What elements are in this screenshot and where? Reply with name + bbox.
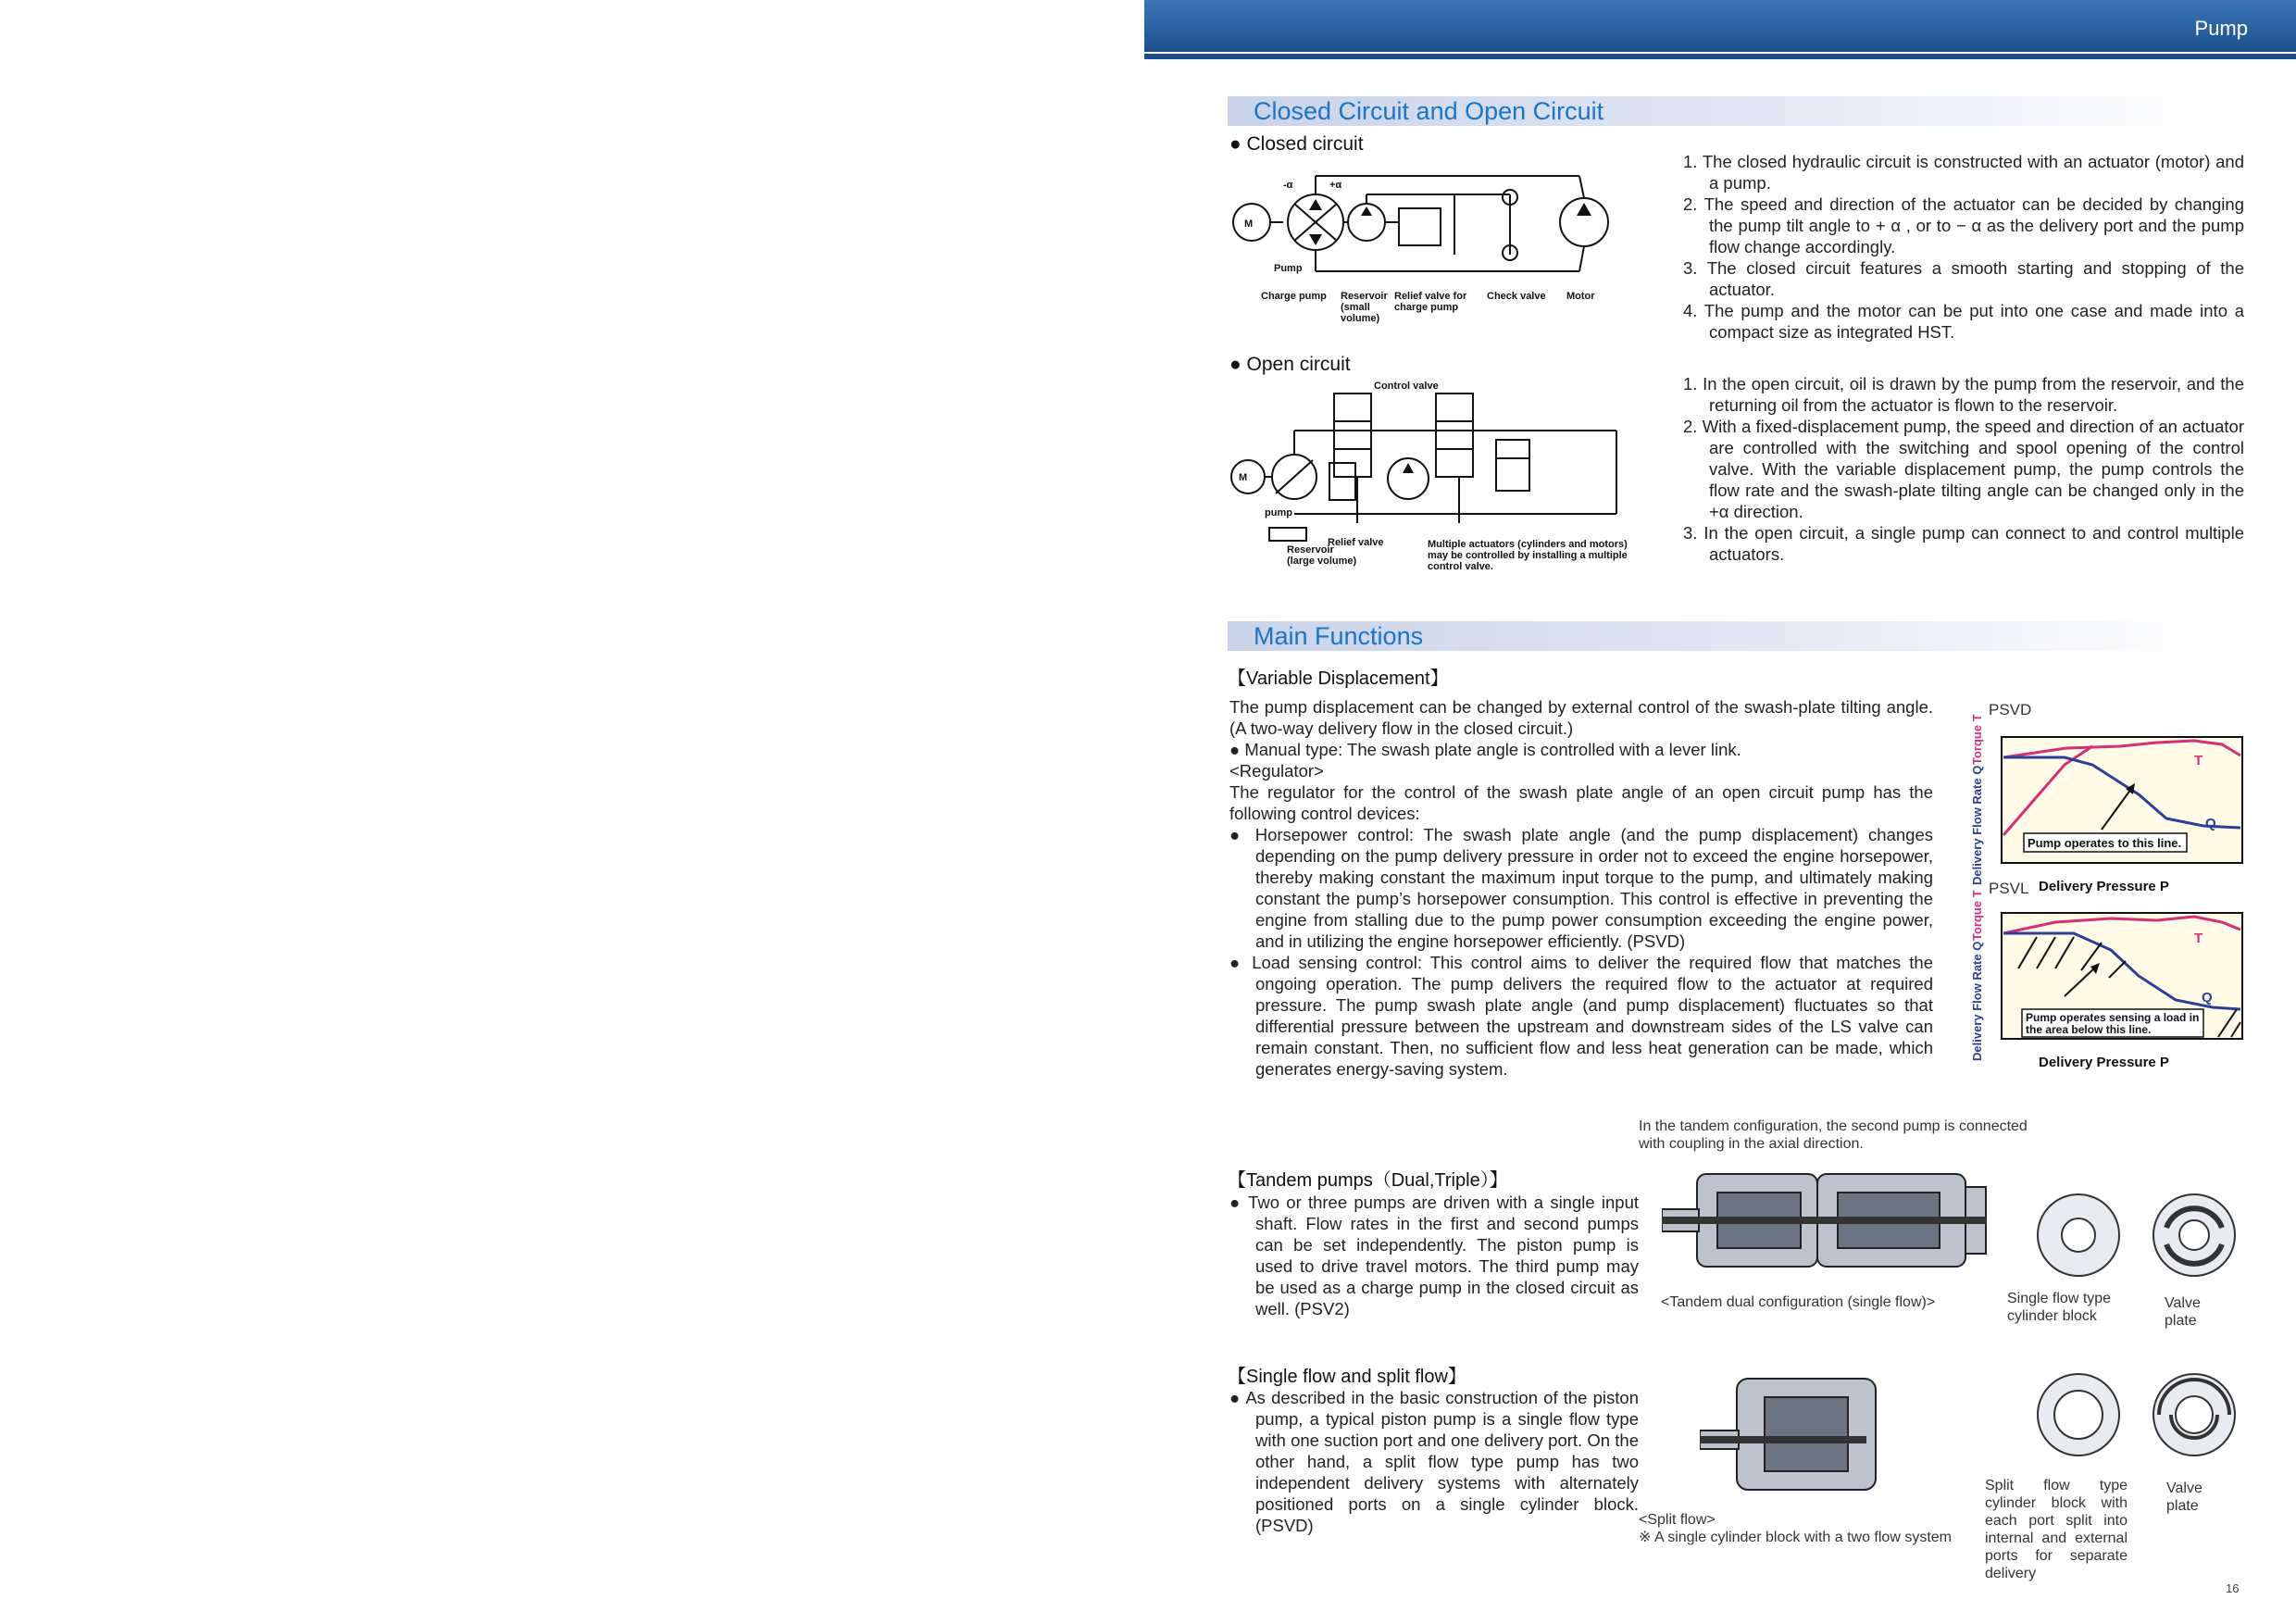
closed-circuit-heading: ● Closed circuit [1229,133,1364,155]
tandem-caption: <Tandem dual configuration (single flow)> [1661,1294,1936,1310]
chart2-note: Pump operates sensing a load in the area below this line. [2026,1011,2200,1036]
tandem-note: In the tandem configuration, the second pump is connected with coupling in the axial direction. [1639,1118,2028,1152]
variable-p5: ● Horsepower control: The swash plate angle (and the pump displacement) changes depending on the pump delivery pressure in order not to exceed the engine horsepower, thereby making constant the maximum input torque to the pump, and ultimately making constant the pump’s horsepower consumption. This control is effective in preventing the engine from stalling due to the pump power consumption exceeding the engine power, and in utilizing the engine horsepower efficiently. (PSVD) [1229,825,1933,951]
chart1-note: Pump operates to this line. [2028,836,2182,850]
neg-alpha-label: -α [1283,180,1293,191]
variable-p3: <Regulator> [1229,761,1324,781]
open-relief-label: Relief valve [1328,537,1384,548]
single-valve-caption: Valve plate [2165,1295,2201,1329]
split-caption1: <Split flow> [1639,1512,1716,1528]
chart2-t-label: T [2194,931,2203,946]
variable-heading: 【Variable Displacement】 [1228,668,1449,689]
chart1-ylabel-q: Delivery Flow Rate Q [1970,765,1984,885]
multiple-actuators-label: Multiple actuators (cylinders and motors) may be controlled by installing a multiple control valve. [1428,539,1628,572]
split-flow-pump-illustration [1700,1375,1903,1495]
section-band-circuits [1228,96,2209,126]
closed-point-4: 4. The pump and the motor can be put into one case and made into a compact size as integrated HST. [1683,301,2244,342]
relief-charge-label: Relief valve for charge pump [1394,291,1467,313]
pos-alpha-label: +α [1329,180,1342,191]
variable-p4: The regulator for the control of the swash plate angle of an open circuit pump has the following control devices: [1229,782,1933,823]
single-cyl-caption: Single flow type cylinder block [2007,1291,2112,1324]
variable-p6: ● Load sensing control: This control aims to deliver the required flow that matches the ongoing operation. The pump delivers the required flow to the actuator at required pressure. The pump swash plate angle (and pump displacement) fluctuates so that differential pressure between the upstream and downstream sides of the LS valve can remain constant. Then, no sufficient flow and less heat generation can be made, which generates energy-saving system. [1229,953,1933,1079]
split-valve-caption: Valve plate [2166,1480,2202,1514]
open-circuit-diagram [1228,375,1653,579]
split-body: ● As described in the basic construction of the piston pump, a typical piston pump is a single flow type with one suction port and one delivery port. On the other hand, a split flow type pump has two independent delivery systems with alternately positioned ports on a single cylinder block. (PSVD) [1229,1388,1639,1535]
variable-p2: ● Manual type: The swash plate angle is controlled with a lever link. [1229,740,1741,759]
closed-m-label: M [1244,219,1254,230]
closed-circuit-diagram [1228,171,1653,331]
open-circuit-heading: ● Open circuit [1229,354,1351,375]
header-rule [1144,54,2296,59]
open-circuit-points [1683,373,2244,565]
variable-body [1229,696,1933,1080]
page-number: 16 [2226,1581,2240,1595]
split-flow-parts [2032,1370,2273,1463]
regulator-charts [1963,700,2250,1070]
chart1-t-label: T [2194,753,2203,768]
closed-circuit-points [1683,151,2244,343]
tandem-body: ● Two or three pumps are driven with a single input shaft. Flow rates in the first and second pumps can be set independently. The piston pump is used to drive travel motors. The third pump may be used as a charge pump in the closed circuit as well. (PSV2) [1229,1193,1639,1318]
split-heading: 【Single flow and split flow】 [1228,1367,1466,1387]
open-point-3: 3. In the open circuit, a single pump can connect to and control multiple actuators. [1683,523,2244,564]
closed-point-1: 1. The closed hydraulic circuit is constructed with an actuator (motor) and a pump. [1683,152,2244,193]
charge-pump-label: Charge pump [1261,291,1327,302]
check-valve-label: Check valve [1487,291,1546,302]
closed-pump-label: Pump [1274,263,1303,274]
chart1-q-label: Q [2205,816,2216,831]
chart2-q-label: Q [2202,990,2213,1006]
header-bar [1144,0,2296,52]
motor-label: Motor [1566,291,1595,302]
chart1-model: PSVD [1989,701,2032,718]
chart2-model: PSVL [1989,880,2029,897]
open-point-2: 2. With a fixed-displacement pump, the speed and direction of an actuator are controlled with the switching and spool opening of the control valve. With the variable displacement pump, the pump controls the flow rate and the swash-plate tilting angle can be changed only in the +α direction. [1683,417,2244,521]
closed-point-3: 3. The closed circuit features a smooth starting and stopping of the actuator. [1683,258,2244,299]
header-title: Pump [2194,17,2248,40]
closed-point-2: 2. The speed and direction of the actuator can be decided by changing the pump tilt angle to + α , or to − α as the delivery port and the pump flow change accordingly. [1683,194,2244,256]
open-m-label: M [1239,472,1248,483]
chart2-ylabel-q: Delivery Flow Rate Q [1970,941,1984,1061]
chart2-ylabel-t: Torque T [1970,890,1984,941]
chart1-ylabel-t: Torque T [1970,714,1984,765]
open-pump-label: pump [1265,507,1292,518]
reservoir-small-label: Reservoir (small volume) [1341,291,1388,324]
tandem-pump-illustration [1662,1156,2004,1285]
control-valve-label: Control valve [1374,381,1439,392]
open-point-1: 1. In the open circuit, oil is drawn by the pump from the reservoir, and the returning oil from the actuator is flown to the reservoir. [1683,374,2244,415]
section-title-circuits: Closed Circuit and Open Circuit [1254,97,1604,125]
tandem-heading: 【Tandem pumps（Dual,Triple）】 [1228,1170,1508,1191]
split-caption2: ※ A single cylinder block with a two flow system [1639,1530,1952,1545]
chart1-xlabel: Delivery Pressure P [2039,879,2169,894]
reservoir-large-label: Reservoir (large volume) [1287,544,1357,567]
chart2-xlabel: Delivery Pressure P [2039,1055,2169,1070]
single-flow-parts [2032,1191,2273,1283]
section-band-functions [1228,621,2209,651]
split-cyl-caption: Split flow type cylinder block with each port split into internal and external ports for separate delivery [1985,1478,2128,1581]
section-title-functions: Main Functions [1254,622,1424,650]
variable-p1: The pump displacement can be changed by external control of the swash-plate tilting angle. (A two-way delivery flow in the closed circuit.) [1229,697,1933,738]
